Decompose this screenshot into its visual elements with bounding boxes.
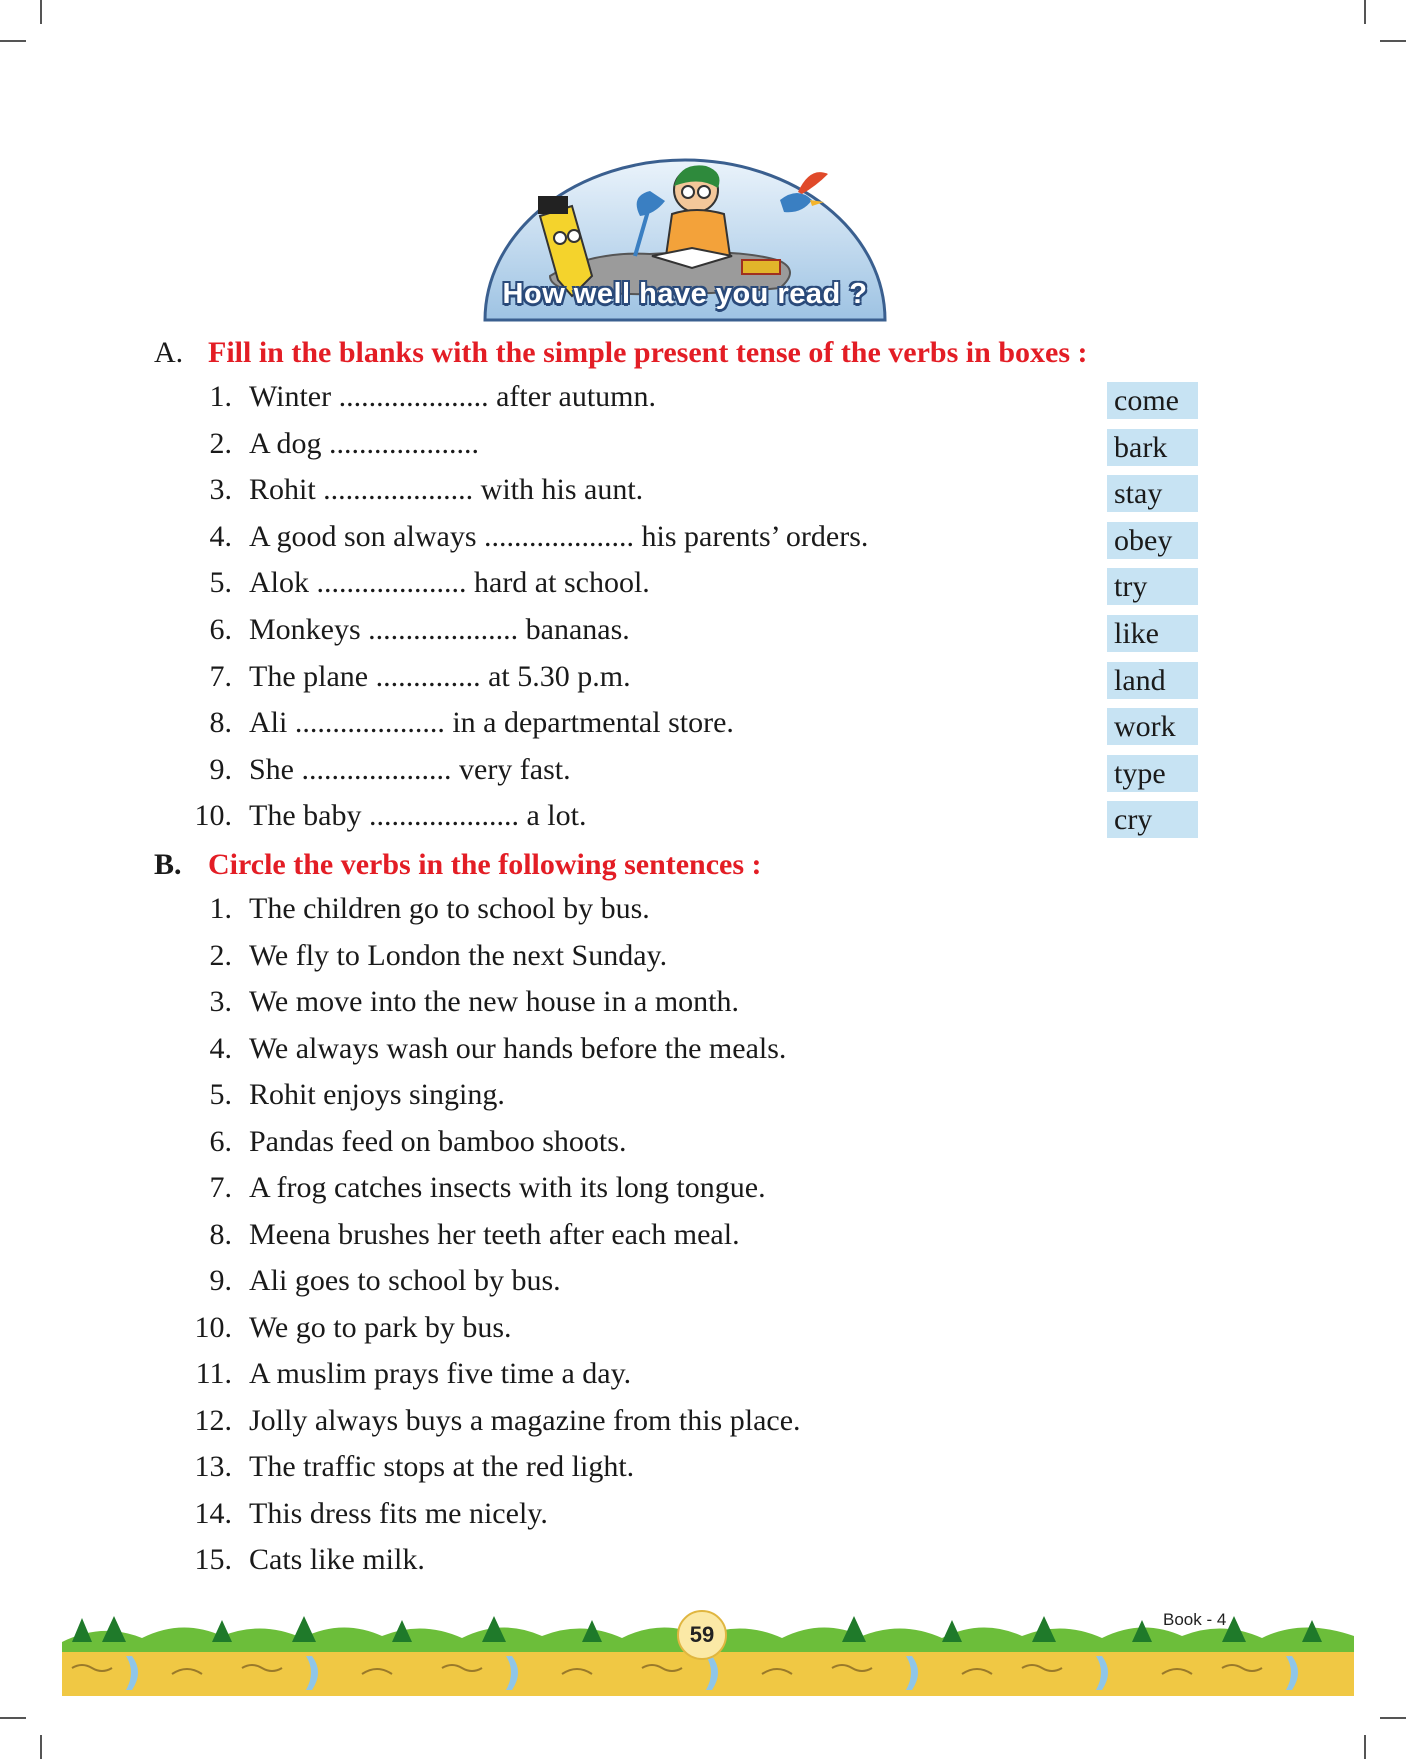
item-sentence: The baby .................... a lot.: [249, 799, 587, 833]
item-sentence: Ali .................... in a departmental store.: [249, 706, 734, 740]
item-number: 8.: [209, 1217, 232, 1251]
item-number: 3.: [209, 473, 232, 507]
item-sentence: Cats like milk.: [249, 1543, 425, 1576]
section-b-heading: [0, 848, 1406, 888]
item-number: 9.: [209, 1264, 232, 1297]
crop-mark: [0, 1717, 26, 1719]
item-sentence: Alok .................... hard at school.: [249, 566, 650, 600]
item-sentence: The children go to school by bus.: [249, 892, 650, 925]
exercise-b-item: [0, 1311, 1406, 1357]
item-sentence: We fly to London the next Sunday.: [249, 938, 668, 972]
item-number: 7.: [209, 1171, 232, 1204]
verb-box: cry: [1107, 801, 1198, 838]
item-number: 13.: [194, 1450, 232, 1483]
item-number: 7.: [209, 659, 232, 693]
item-sentence: Winter .................... after autumn.: [249, 380, 657, 413]
item-number: 4.: [209, 1031, 232, 1065]
item-number: 8.: [209, 706, 232, 740]
item-sentence: A good son always .................... his parents’ orders.: [249, 519, 869, 553]
exercise-b-item: [0, 1450, 1406, 1496]
crop-mark: [1364, 1735, 1366, 1759]
verb-box: come: [1107, 382, 1198, 419]
exercise-b-item: [0, 1125, 1406, 1171]
section-b-letter: B.: [154, 848, 182, 881]
header-banner: [480, 156, 890, 324]
item-sentence: Jolly always buys a magazine from this place.: [249, 1403, 801, 1437]
section-a-heading: [0, 336, 1406, 376]
item-number: 6.: [209, 1124, 232, 1158]
section-b-instruction: Circle the verbs in the following sentences :: [208, 848, 762, 881]
item-sentence: We always wash our hands before the meals.: [249, 1031, 787, 1065]
exercise-b-item: [0, 1543, 1406, 1589]
verb-box: land: [1107, 662, 1198, 699]
exercise-b-item: [0, 1497, 1406, 1543]
exercise-b-item: [0, 939, 1406, 985]
crop-mark: [1380, 40, 1406, 42]
exercise-b-item: [0, 1218, 1406, 1264]
item-sentence: The traffic stops at the red light.: [249, 1450, 635, 1483]
item-number: 10.: [194, 1310, 232, 1344]
exercise-b-item: [0, 1264, 1406, 1310]
verb-box: try: [1107, 568, 1198, 605]
verb-box: obey: [1107, 522, 1198, 559]
verb-box: type: [1107, 755, 1198, 792]
item-sentence: The plane .............. at 5.30 p.m.: [249, 659, 631, 693]
book-label: Book - 4: [1163, 1610, 1227, 1629]
verb-box: like: [1107, 615, 1198, 652]
item-number: 12.: [194, 1403, 232, 1437]
verb-box: bark: [1107, 429, 1198, 466]
item-sentence: Meena brushes her teeth after each meal.: [249, 1217, 740, 1251]
item-number: 11.: [195, 1357, 232, 1390]
verb-box: work: [1107, 708, 1198, 745]
item-number: 5.: [209, 566, 232, 600]
verb-box: stay: [1107, 475, 1198, 512]
item-number: 15.: [194, 1543, 232, 1576]
item-sentence: She .................... very fast.: [249, 752, 571, 786]
crop-mark: [40, 1735, 42, 1759]
item-sentence: A dog ....................: [249, 426, 480, 460]
item-sentence: This dress fits me nicely.: [249, 1496, 548, 1530]
page-number: 59: [677, 1610, 727, 1660]
item-number: 10.: [194, 799, 232, 833]
crop-mark: [0, 40, 26, 42]
exercise-b-item: [0, 1171, 1406, 1217]
item-sentence: A muslim prays five time a day.: [249, 1357, 632, 1390]
item-sentence: Rohit .................... with his aunt.: [249, 473, 644, 507]
exercise-b-item: [0, 985, 1406, 1031]
exercise-b-item: [0, 1078, 1406, 1124]
item-number: 14.: [194, 1496, 232, 1530]
section-a-letter: A.: [154, 336, 184, 369]
item-number: 4.: [209, 519, 232, 553]
exercise-b-item: [0, 892, 1406, 938]
item-number: 2.: [209, 938, 232, 972]
item-number: 1.: [209, 892, 232, 925]
item-number: 6.: [209, 613, 232, 646]
item-sentence: We go to park by bus.: [249, 1310, 512, 1344]
item-number: 1.: [209, 380, 232, 413]
item-number: 5.: [209, 1078, 232, 1111]
crop-mark: [1380, 1717, 1406, 1719]
exercise-b-item: [0, 1357, 1406, 1403]
crop-mark: [40, 0, 42, 24]
item-number: 2.: [209, 426, 232, 460]
item-sentence: A frog catches insects with its long tongue.: [249, 1171, 766, 1204]
exercise-b-item: [0, 1404, 1406, 1450]
item-number: 3.: [209, 985, 232, 1018]
crop-mark: [1364, 0, 1366, 24]
banner-title: How well have you read ?: [502, 278, 868, 310]
item-number: 9.: [209, 752, 232, 786]
item-sentence: Pandas feed on bamboo shoots.: [249, 1124, 627, 1158]
item-sentence: Ali goes to school by bus.: [249, 1264, 561, 1297]
exercise-b-item: [0, 1032, 1406, 1078]
item-sentence: Rohit enjoys singing.: [249, 1078, 505, 1111]
item-sentence: We move into the new house in a month.: [249, 985, 739, 1018]
section-a-instruction: Fill in the blanks with the simple present tense of the verbs in boxes :: [208, 336, 1088, 369]
item-sentence: Monkeys .................... bananas.: [249, 613, 630, 646]
